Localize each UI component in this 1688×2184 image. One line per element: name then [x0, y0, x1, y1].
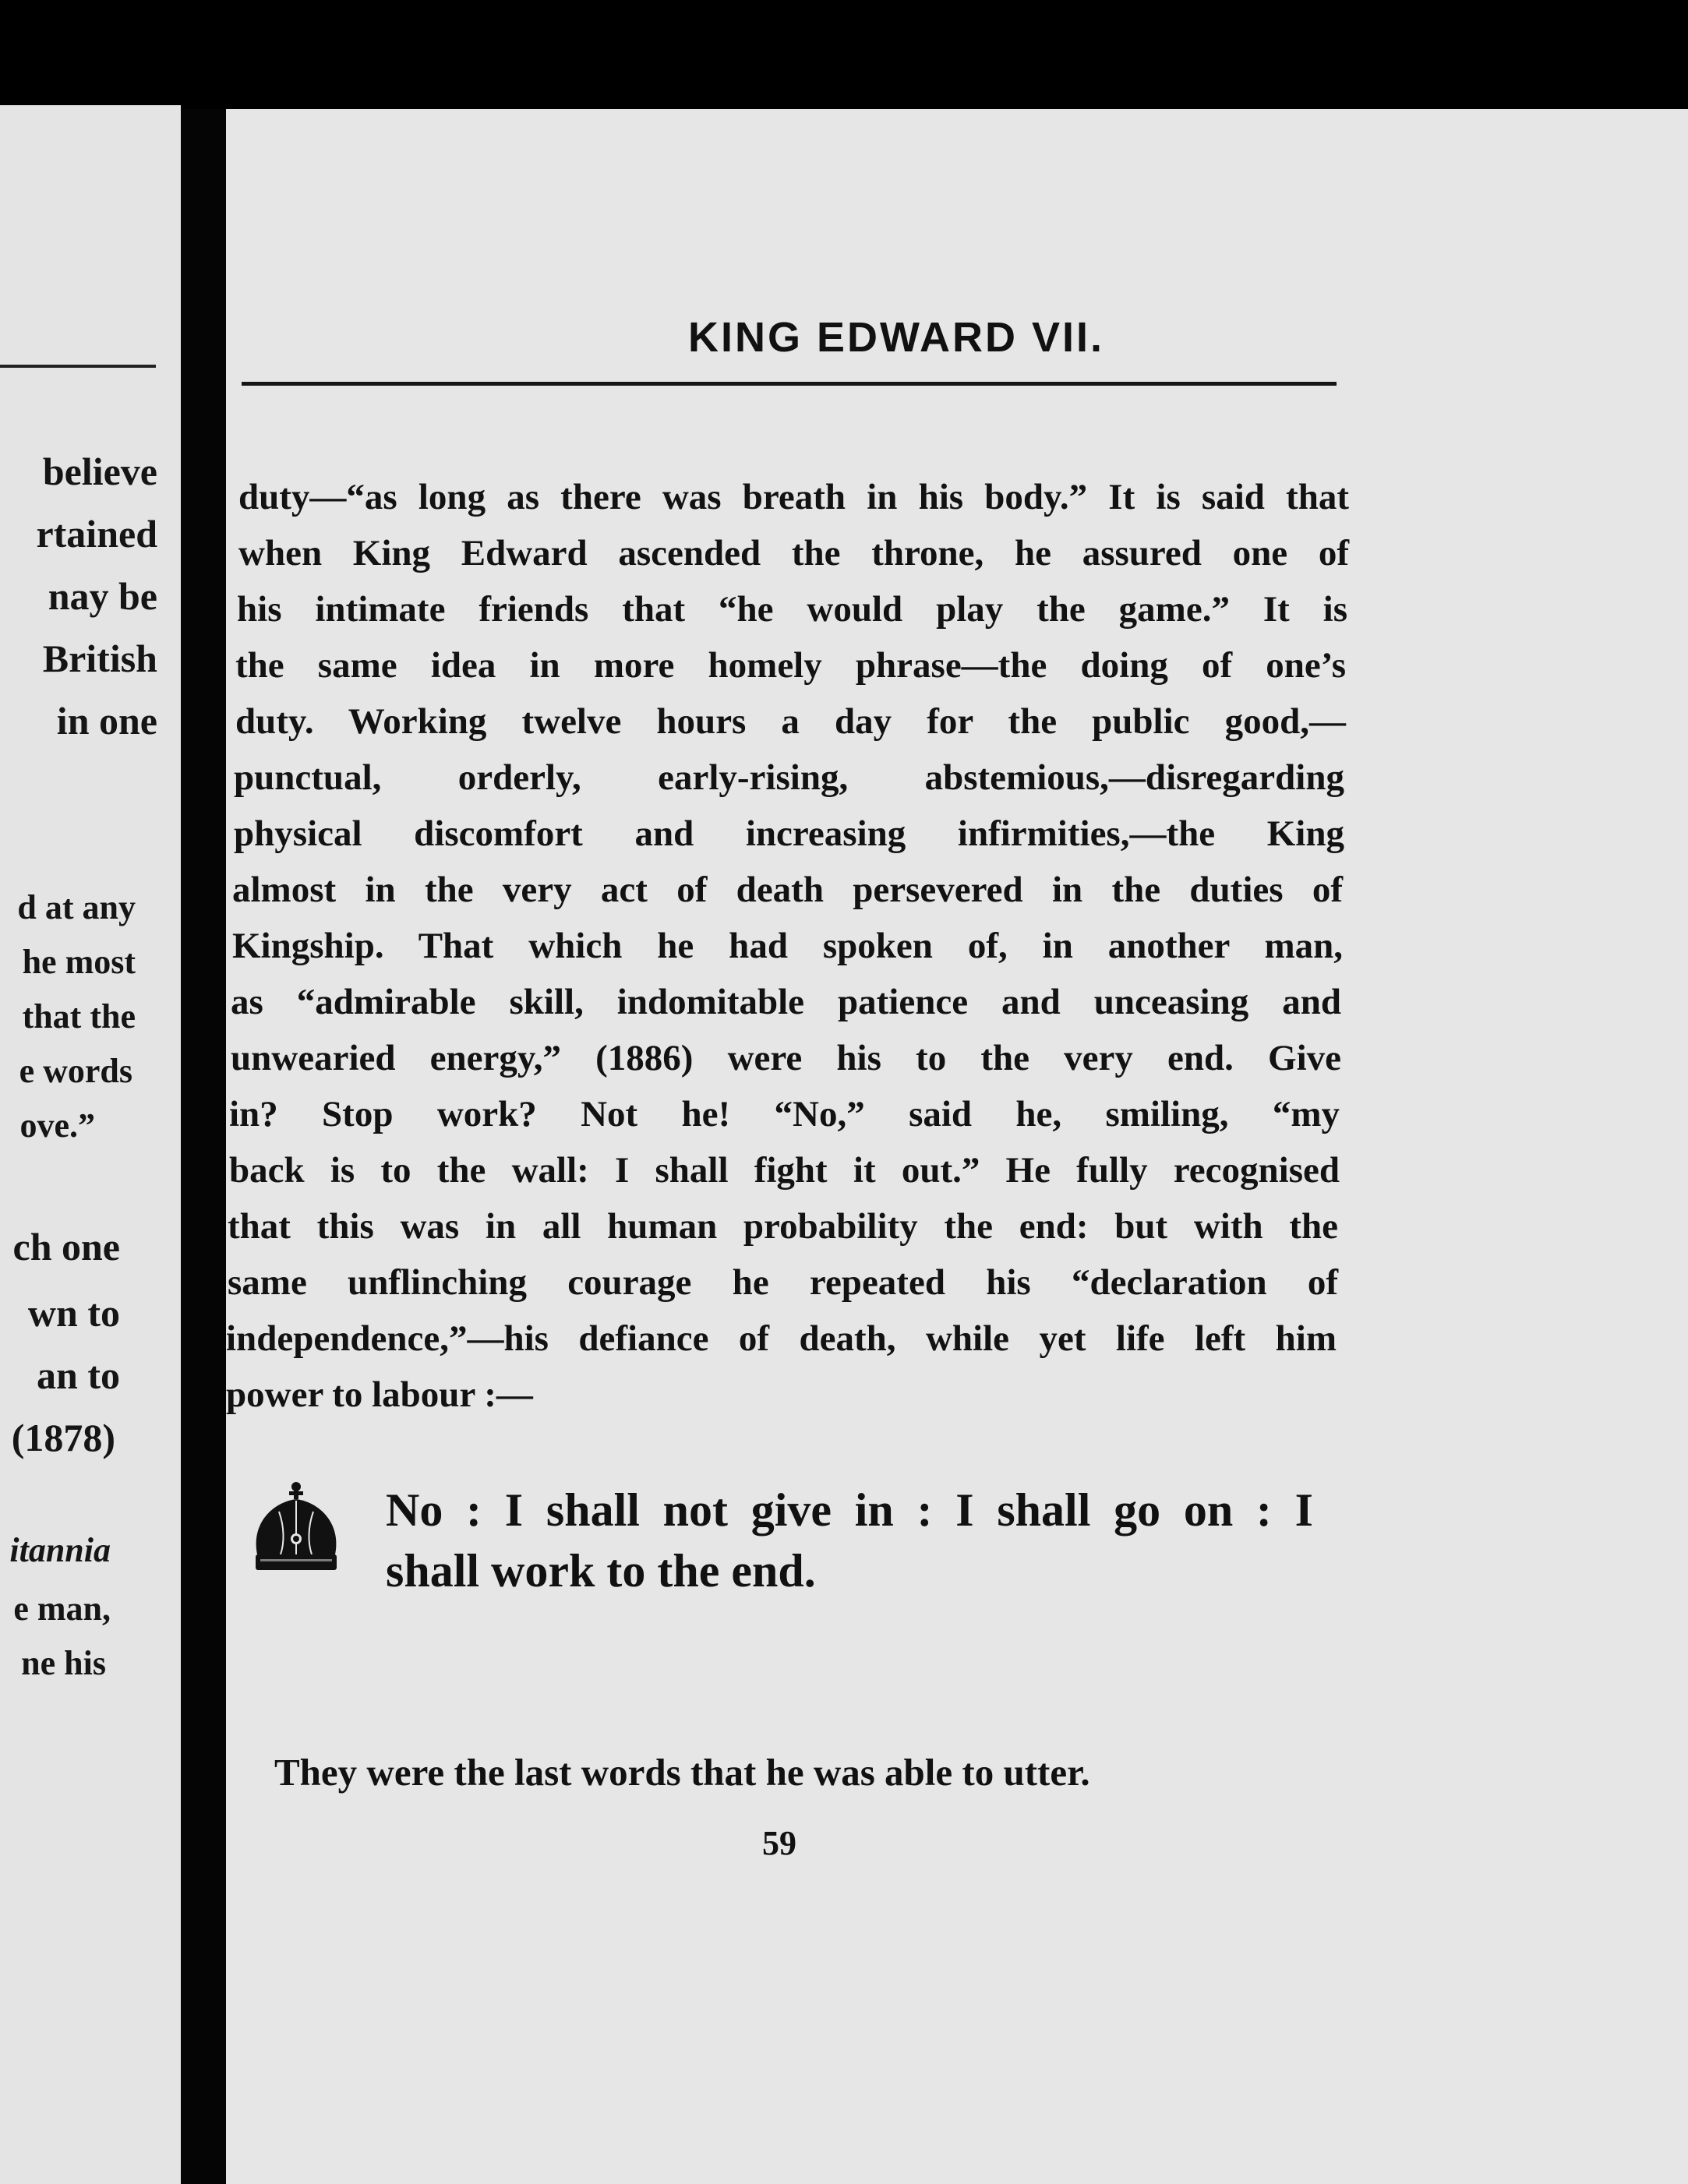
binding-gutter [181, 109, 226, 2184]
left-line: (1878) [11, 1416, 115, 1459]
crown-icon [249, 1480, 343, 1582]
left-line: ove.” [19, 1106, 95, 1145]
left-line: ne his [21, 1644, 106, 1682]
main-page [226, 109, 1688, 2184]
body-line: duty—“as long as there was breath in his body.” It is said that [238, 477, 1349, 517]
body-line: that this was in all human probability the end: but with the [228, 1206, 1338, 1247]
quote-line: shall work to the end. [386, 1545, 816, 1597]
body-line: Kingship. That which he had spoken of, in another man, [232, 926, 1343, 966]
quote-line: No : I shall not give in : I shall go on : I [386, 1484, 1313, 1536]
left-line: itannia [9, 1531, 111, 1569]
body-line: duty. Working twelve hours a day for the public good,— [235, 701, 1346, 742]
left-page-fragment [0, 105, 181, 2184]
left-line: British [42, 637, 157, 680]
body-line: the same idea in more homely phrase—the doing of one’s [235, 645, 1346, 686]
left-line: e words [19, 1052, 132, 1090]
body-line: unwearied energy,” (1886) were his to the very end. Give [231, 1038, 1341, 1078]
body-line: when King Edward ascended the throne, he assured one of [238, 533, 1349, 573]
body-line: punctual, orderly, early-rising, abstemious,—disregarding [234, 757, 1344, 798]
left-line: believe [42, 450, 157, 493]
left-line: d at any [17, 888, 136, 926]
body-line: almost in the very act of death persevered in the duties of [232, 870, 1343, 910]
body-text [226, 109, 1688, 2184]
body-line: same unflinching courage he repeated his “declaration of [228, 1262, 1338, 1303]
left-line: that the [22, 997, 136, 1036]
running-head: KING EDWARD VII. [687, 314, 1105, 361]
body-line: in? Stop work? Not he! “No,” said he, smiling, “my [229, 1094, 1340, 1134]
left-page-rule [0, 365, 156, 368]
body-line: as “admirable skill, indomitable patience and unceasing and [231, 982, 1341, 1022]
left-line: wn to [27, 1291, 120, 1335]
left-line: e man, [13, 1589, 111, 1628]
body-line: independence,”—his defiance of death, while yet life left him [226, 1318, 1337, 1359]
left-line: he most [22, 943, 136, 981]
left-line: rtained [36, 512, 157, 556]
body-line: power to labour :— [226, 1374, 533, 1415]
closing-line: They were the last words that he was able to utter. [274, 1751, 1090, 1794]
body-line: physical discomfort and increasing infirmities,—the King [234, 813, 1344, 854]
page-number: 59 [762, 1824, 796, 1862]
body-line: his intimate friends that “he would play the game.” It is [237, 589, 1347, 630]
left-line: in one [56, 699, 157, 743]
body-line: back is to the wall: I shall fight it out.” He fully recognised [229, 1150, 1340, 1191]
left-line: nay be [48, 574, 157, 618]
left-line: ch one [12, 1225, 120, 1268]
left-line: an to [37, 1353, 120, 1397]
